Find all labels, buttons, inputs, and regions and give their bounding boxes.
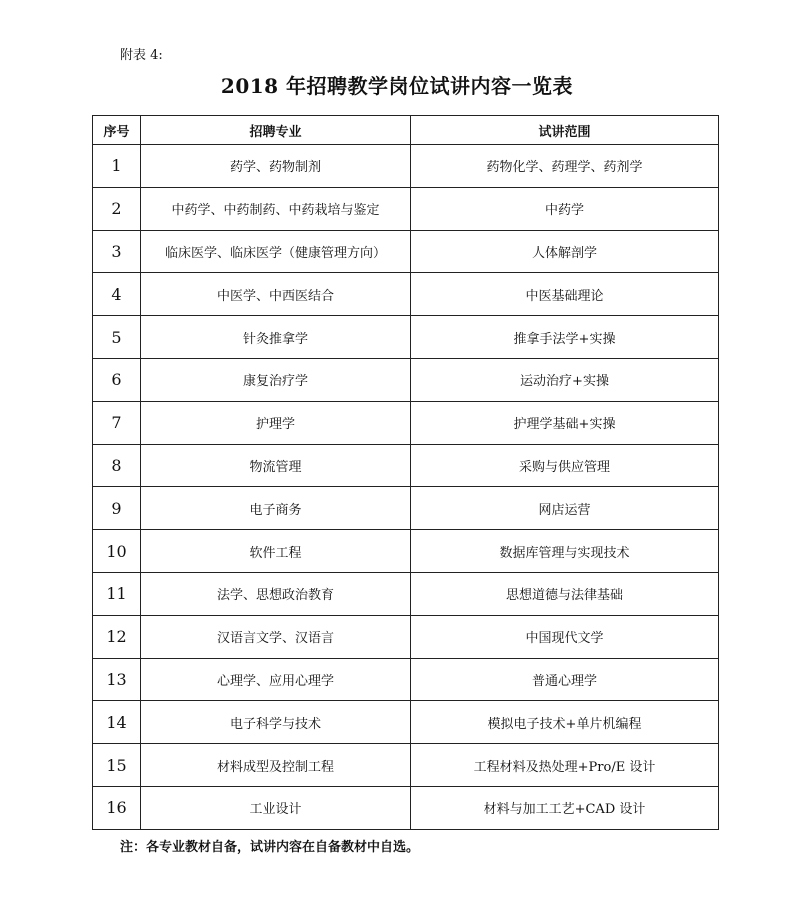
- header-major: 招聘专业: [141, 116, 411, 145]
- row-scope: 护理学基础+实操: [411, 401, 719, 444]
- table-row: [93, 401, 719, 444]
- footnote: 注：各专业教材自备，试讲内容在自备教材中自选。: [120, 840, 420, 855]
- row-scope: 普通心理学: [411, 658, 719, 701]
- row-scope: 中医基础理论: [411, 273, 719, 316]
- row-number: 15: [93, 744, 141, 787]
- row-number: 1: [93, 145, 141, 188]
- row-number: 2: [93, 187, 141, 230]
- row-number: 14: [93, 701, 141, 744]
- row-number: 16: [93, 786, 141, 829]
- row-number: 13: [93, 658, 141, 701]
- document-title: 2018 年招聘教学岗位试讲内容一览表: [220, 74, 574, 98]
- header-lecture-scope: 试讲范围: [411, 116, 719, 145]
- table-row: [93, 145, 719, 188]
- table-row: [93, 530, 719, 573]
- table-row: [93, 701, 719, 744]
- row-scope: 模拟电子技术+单片机编程: [411, 701, 719, 744]
- row-major: 汉语言文学、汉语言: [141, 615, 411, 658]
- row-major: 针灸推拿学: [141, 316, 411, 359]
- header-serial-number: 序号: [93, 116, 141, 145]
- table-row: [93, 358, 719, 401]
- table-row: [93, 316, 719, 359]
- row-number: 8: [93, 444, 141, 487]
- row-major: 工业设计: [141, 786, 411, 829]
- table-header-row: [93, 116, 719, 145]
- row-major: 中药学、中药制药、中药栽培与鉴定: [141, 187, 411, 230]
- row-scope: 中国现代文学: [411, 615, 719, 658]
- row-scope: 网店运营: [411, 487, 719, 530]
- row-scope: 思想道德与法律基础: [411, 572, 719, 615]
- table-row: [93, 572, 719, 615]
- lecture-content-table: [92, 115, 719, 830]
- row-major: 护理学: [141, 401, 411, 444]
- table-row: [93, 273, 719, 316]
- row-major: 法学、思想政治教育: [141, 572, 411, 615]
- row-major: 电子科学与技术: [141, 701, 411, 744]
- row-number: 4: [93, 273, 141, 316]
- table-row: [93, 444, 719, 487]
- row-major: 材料成型及控制工程: [141, 744, 411, 787]
- row-number: 7: [93, 401, 141, 444]
- row-number: 6: [93, 358, 141, 401]
- row-scope: 推拿手法学+实操: [411, 316, 719, 359]
- row-major: 物流管理: [141, 444, 411, 487]
- row-number: 3: [93, 230, 141, 273]
- row-scope: 运动治疗+实操: [411, 358, 719, 401]
- row-scope: 工程材料及热处理+Pro/E 设计: [411, 744, 719, 787]
- row-major: 中医学、中西医结合: [141, 273, 411, 316]
- row-number: 10: [93, 530, 141, 573]
- row-number: 9: [93, 487, 141, 530]
- appendix-label: 附表 4:: [120, 48, 163, 63]
- table-row: [93, 786, 719, 829]
- row-scope: 中药学: [411, 187, 719, 230]
- row-major: 心理学、应用心理学: [141, 658, 411, 701]
- table-row: [93, 487, 719, 530]
- row-major: 康复治疗学: [141, 358, 411, 401]
- row-scope: 药物化学、药理学、药剂学: [411, 145, 719, 188]
- row-major: 临床医学、临床医学（健康管理方向）: [141, 230, 411, 273]
- row-scope: 数据库管理与实现技术: [411, 530, 719, 573]
- row-major: 电子商务: [141, 487, 411, 530]
- table-row: [93, 744, 719, 787]
- row-number: 12: [93, 615, 141, 658]
- row-number: 11: [93, 572, 141, 615]
- row-number: 5: [93, 316, 141, 359]
- row-scope: 人体解剖学: [411, 230, 719, 273]
- table-row: [93, 230, 719, 273]
- table-row: [93, 658, 719, 701]
- table-row: [93, 187, 719, 230]
- row-scope: 采购与供应管理: [411, 444, 719, 487]
- table-row: [93, 615, 719, 658]
- row-scope: 材料与加工工艺+CAD 设计: [411, 786, 719, 829]
- row-major: 软件工程: [141, 530, 411, 573]
- row-major: 药学、药物制剂: [141, 145, 411, 188]
